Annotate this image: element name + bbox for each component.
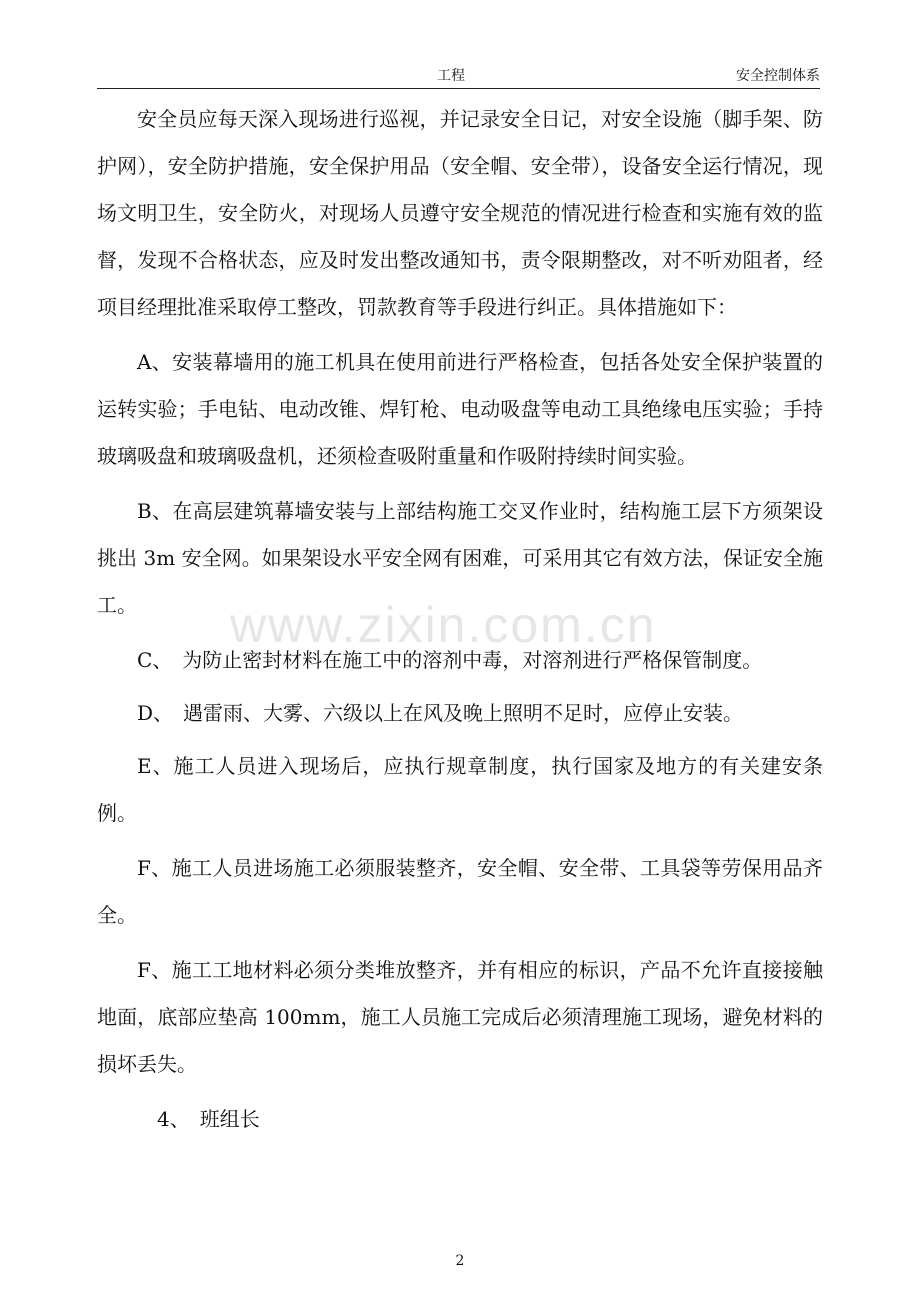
paragraph-item-f2: F、施工工地材料必须分类堆放整齐，并有相应的标识，产品不允许直接接触地面，底部应垫高 100mm，施工人员施工完成后必须清理施工现场，避免材料的损坏丢失。 bbox=[97, 958, 823, 1076]
section-heading: 4、 班组长 bbox=[157, 1107, 260, 1131]
paragraph-item-a: A、安装幕墙用的施工机具在使用前进行严格检查，包括各处安全保护装置的运转实验；手电钻、电动改锥、焊钉枪、电动吸盘等电动工具绝缘电压实验；手持玻璃吸盘和玻璃吸盘机，还须检查吸附重量和作吸附持续时间实验。 bbox=[97, 350, 823, 468]
header-document-name: 安全控制体系 bbox=[736, 68, 820, 84]
header-title: 工程 bbox=[437, 68, 465, 84]
page-header bbox=[97, 66, 820, 89]
paragraph-item-e: E、施工人员进入现场后，应执行规章制度，执行国家及地方的有关建安条例。 bbox=[97, 754, 823, 825]
paragraph-item-f1: F、施工人员进场施工必须服装整齐，安全帽、安全带、工具袋等劳保用品齐全。 bbox=[97, 856, 823, 927]
paragraph-item-b: B、在高层建筑幕墙安装与上部结构施工交叉作业时，结构施工层下方须架设挑出 3m 安全网。如果架设水平安全网有困难，可采用其它有效方法，保证安全施工。 bbox=[97, 499, 823, 617]
paragraph-item-c: C、 为防止密封材料在施工中的溶剂中毒，对溶剂进行严格保管制度。 bbox=[137, 648, 763, 672]
page-number: 2 bbox=[455, 1253, 465, 1269]
paragraph-intro: 安全员应每天深入现场进行巡视，并记录安全日记，对安全设施（脚手架、防护网），安全防护措施，安全保护用品（安全帽、安全带），设备安全运行情况，现场文明卫生，安全防火，对现场人员遵守安全规范的情况进行检查和实施有效的监督，发现不合格状态，应及时发出整改通知书，责令限期整改，对不听劝阻者，经项目经理批准采取停工整改，罚款教育等手段进行纠正。具体措施如下： bbox=[97, 107, 823, 319]
paragraph-item-d: D、 遇雷雨、大雾、六级以上在风及晚上照明不足时，应停止安装。 bbox=[137, 701, 744, 725]
watermark: www.zixin.com.cn bbox=[230, 597, 657, 653]
document-body bbox=[97, 96, 823, 1143]
